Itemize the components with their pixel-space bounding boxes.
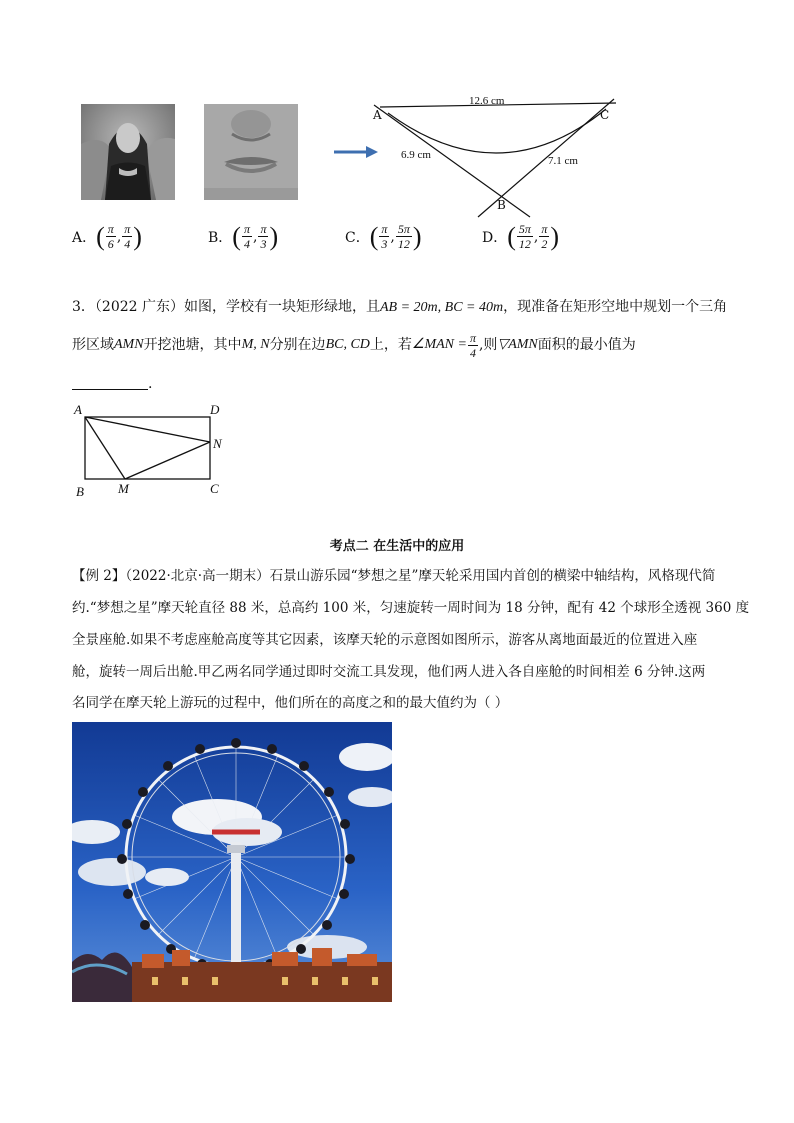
option-a[interactable]: A． ( $\frac{\pi}{6}$ , $\frac{\pi}{4}$ ) (72, 221, 142, 251)
section-title: 考点二 在生活中的应用 (329, 539, 465, 554)
option-letter: D． (482, 229, 508, 246)
question-3-line-1: 3．（2022 广东）如图，学校有一块矩形绿地，且AB = 20m, BC = 40m，现准备在矩形空地中规划一个三角 (72, 299, 728, 315)
rect-point-n: N (213, 436, 222, 451)
example-2-line-3: 全景座舱.如果不考虑座舱高度等其它因素，该摩天轮的示意图如图所示，游客从离地面最近的位置进入座 (72, 632, 698, 648)
example-2-line-5: 名同学在摩天轮上游玩的过程中，他们所在的高度之和的最大值约为（ ） (72, 695, 509, 711)
option-c[interactable]: C． ( $\frac{\pi}{3}$ , $\frac{5\pi}{12}$ ) (345, 221, 422, 251)
rect-point-m: M (118, 481, 129, 496)
option-letter: C． (345, 229, 370, 246)
point-b-label: B (497, 198, 506, 212)
ferris-wheel-photo (72, 722, 392, 1002)
rect-point-c: C (210, 481, 219, 496)
rectangle-figure (80, 412, 216, 484)
example-2-line-1: 【例 2】（2022·北京·高一期末）石景山游乐园“梦想之星”摩天轮采用国内首创的横梁中轴结构，风格现代简 (72, 568, 716, 584)
mona-lisa-image (81, 104, 175, 200)
label-top-length: 12.6 cm (469, 95, 505, 107)
rect-point-a: A (74, 402, 82, 417)
option-d[interactable]: D． ( $\frac{5\pi}{12}$ , $\frac{\pi}{2}$ ) (482, 221, 560, 251)
mona-lisa-closeup-image (204, 104, 298, 200)
label-right-length: 7.1 cm (548, 155, 578, 167)
option-b[interactable]: B． ( $\frac{\pi}{4}$ , $\frac{\pi}{3}$ ) (208, 221, 279, 251)
question-3-line-2: 形区域 AMN 开挖池塘，其中 M, N 分别在边 BC, CD 上，若 ∠MAN = $\frac{\pi}{4}$ ,则 ▽AMN 面积的最小值为 (72, 330, 636, 360)
point-a-label: A (373, 108, 382, 122)
point-c-label: C (600, 108, 610, 122)
label-left-length: 6.9 cm (401, 149, 431, 161)
answer-blank-period: . (148, 376, 153, 392)
answer-blank[interactable] (72, 385, 148, 390)
example-2-line-2: 约.“梦想之星”摩天轮直径 88 米，总高约 100 米，匀速旋转一周时间为 18 分钟，配有 42 个球形全透视 360 度 (72, 600, 750, 616)
rect-point-d: D (210, 402, 220, 417)
option-letter: B． (208, 229, 233, 246)
example-2-line-4: 舱，旋转一周后出舱.甲乙两名同学通过即时交流工具发现，他们两人进入各自座舱的时间相差 6 分钟.这两 (72, 664, 706, 680)
option-letter: A． (72, 229, 97, 246)
rect-point-b: B (76, 484, 84, 499)
